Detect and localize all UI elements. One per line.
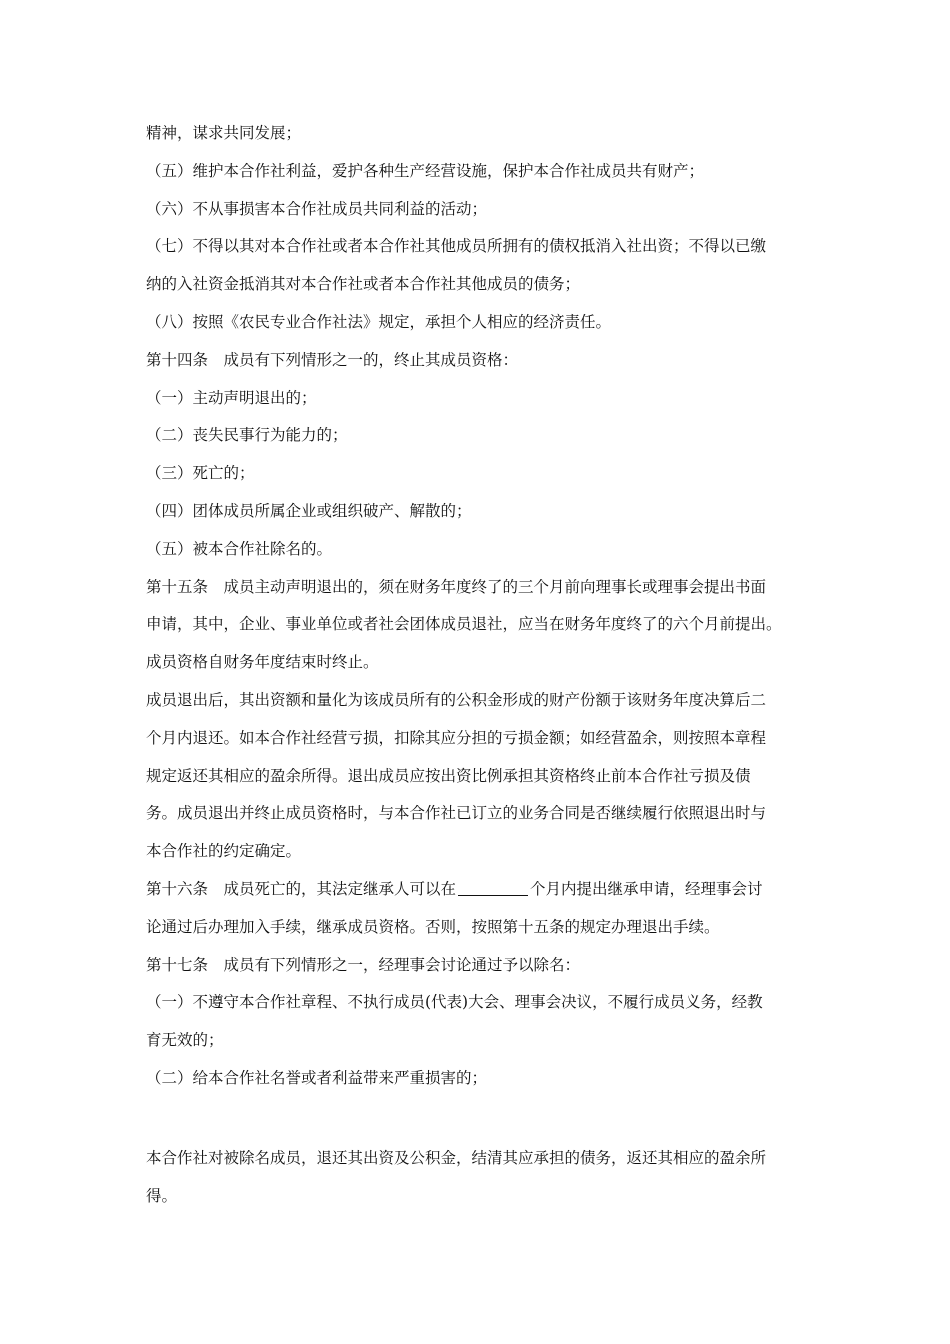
text-line: 得。 (146, 1186, 178, 1205)
text-line: （六）不从事损害本合作社成员共同利益的活动； (146, 199, 488, 218)
text-line: 精神，谋求共同发展； (146, 124, 302, 142)
text-line: 务。成员退出并终止成员资格时，与本合作社已订立的业务合同是否继续履行依照退出时与 (146, 804, 767, 823)
document-page (146, 118, 810, 1218)
text-line: 纳的入社资金抵消其对本合作社或者本合作社其他成员的债务； (146, 275, 581, 294)
text-line: 育无效的； (146, 1031, 224, 1050)
text-line: （二）丧失民事行为能力的； (146, 426, 348, 445)
text-line: 本合作社的约定确定。 (146, 842, 302, 861)
text-line: （一）主动声明退出的； (146, 388, 317, 407)
text-line: 申请，其中，企业、事业单位或者社会团体成员退社，应当在财务年度终了的六个月前提出。 (146, 615, 782, 634)
text-line: （四）团体成员所属企业或组织破产、解散的； (146, 501, 472, 520)
paragraph-gap (146, 1101, 810, 1143)
article-15-heading: 第十五条 成员主动声明退出的，须在财务年度终了的三个月前向理事长或理事会提出书面 (146, 577, 767, 596)
text-line: （七）不得以其对本合作社或者本合作社其他成员所拥有的债权抵消入社出资；不得以已缴 (146, 237, 767, 256)
text-line: （三）死亡的； (146, 464, 255, 483)
text-line: （一）不遵守本合作社章程、不执行成员(代表)大会、理事会决议，不履行成员义务，经教 (146, 993, 763, 1012)
text-line: 论通过后办理加入手续，继承成员资格。否则，按照第十五条的规定办理退出手续。 (146, 917, 720, 936)
article-16-heading (146, 874, 810, 912)
text-line: 规定返还其相应的盈余所得。退出成员应按出资比例承担其资格终止前本合作社亏损及债 (146, 766, 751, 785)
text-line: （五）维护本合作社利益，爱护各种生产经营设施，保护本合作社成员共有财产； (146, 161, 705, 180)
article-16-text-before: 第十六条 成员死亡的，其法定继承人可以在 (146, 879, 457, 898)
text-line: 成员退出后，其出资额和量化为该成员所有的公积金形成的财产份额于该财务年度决算后二 (146, 690, 767, 709)
text-line: 本合作社对被除名成员，退还其出资及公积金，结清其应承担的债务，返还其相应的盈余所 (146, 1148, 767, 1167)
article-16-text-after: 个月内提出继承申请，经理事会讨 (530, 879, 763, 898)
fill-in-blank (458, 879, 528, 896)
text-line: （五）被本合作社除名的。 (146, 539, 333, 558)
text-line: （八）按照《农民专业合作社法》规定，承担个人相应的经济责任。 (146, 312, 612, 331)
text-line: （二）给本合作社名誉或者利益带来严重损害的； (146, 1068, 488, 1087)
article-14-heading: 第十四条 成员有下列情形之一的，终止其成员资格： (146, 350, 519, 369)
article-17-heading: 第十七条 成员有下列情形之一，经理事会讨论通过予以除名： (146, 955, 581, 974)
text-line: 个月内退还。如本合作社经营亏损，扣除其应分担的亏损金额；如经营盈余，则按照本章程 (146, 728, 767, 747)
text-line: 成员资格自财务年度结束时终止。 (146, 653, 379, 672)
